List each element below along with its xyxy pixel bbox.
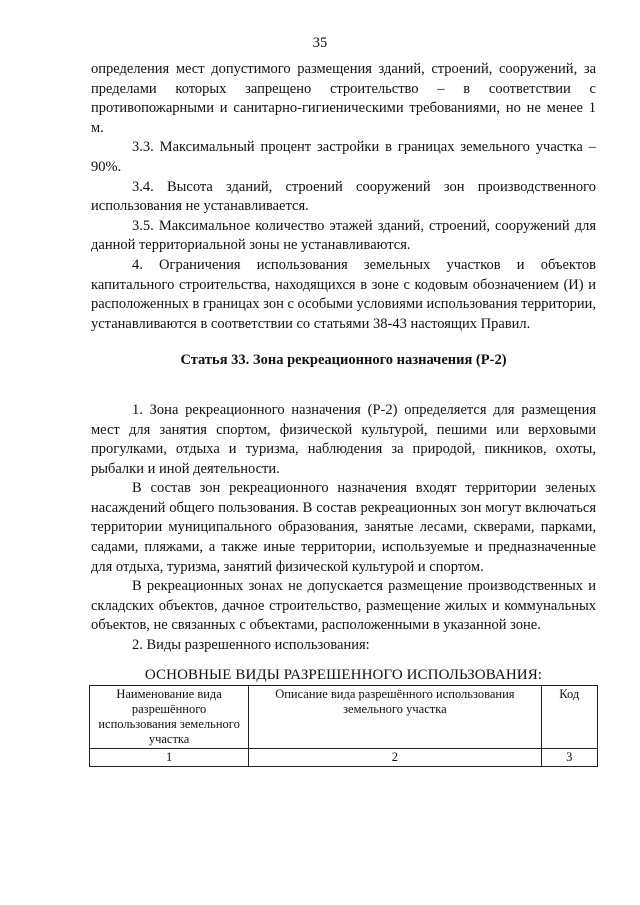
- paragraph: 2. Виды разрешенного использования:: [132, 637, 370, 654]
- column-number-1: 1: [90, 749, 249, 767]
- table-caption: ОСНОВНЫЕ ВИДЫ РАЗРЕШЕННОГО ИСПОЛЬЗОВАНИЯ:: [144, 666, 543, 683]
- document-body: [91, 60, 596, 767]
- article-heading: Статья 33. Зона рекреационного назначения (Р-2): [180, 352, 507, 369]
- column-number-3: 3: [541, 749, 597, 767]
- permitted-use-table: [89, 685, 598, 767]
- table-header-name: Наименование вида разрешённого использования земельного участка: [90, 686, 249, 749]
- column-number-2: 2: [249, 749, 541, 767]
- paragraph: 1. Зона рекреационного назначения (Р-2) определяется для размещения мест для занятия спортом, физической культурой, пешими или верховыми прогулками, отдыха и туризма, наблюдения за природой, пикников, охоты, рыбалки и иной деятельности.: [91, 401, 596, 477]
- paragraph: В состав зон рекреационного назначения входят территории зеленых насаждений общего пользования. В состав рекреационных зон могут включаться территории муниципального образования, занятые лесами, скверами, парками, садами, пляжами, а также иные территории, используемые и предназначенные для отдыха, туризма, занятий физической культурой и спортом.: [91, 480, 596, 575]
- table-header-description: Описание вида разрешённого использования земельного участка: [249, 686, 541, 749]
- paragraph: определения мест допустимого размещения зданий, строений, сооружений, за пределами которых запрещено строительство – в соответствии с противопожарными и санитарно-гигиеническими требованиями, но не менее 1 м.: [91, 61, 596, 136]
- paragraph: 3.4. Высота зданий, строений сооружений зон производственного использования не устанавливается.: [91, 178, 596, 215]
- table-header-code: Код: [541, 686, 597, 749]
- page-number: 35: [312, 35, 328, 51]
- paragraph: 4. Ограничения использования земельных участков и объектов капитального строительства, находящихся в зоне с кодовым обозначением (И) и расположенных в границах зон с особыми условиями использования территории, устанавливаются в соответствии со статьями 38-43 настоящих Правил.: [91, 256, 596, 332]
- paragraph: 3.3. Максимальный процент застройки в границах земельного участка – 90%.: [91, 139, 596, 175]
- paragraph: В рекреационных зонах не допускается размещение производственных и складских объектов, дачное строительство, размещение жилых и коммунальных объектов, не связанных с объектами, расположенными в указанной зоне.: [91, 578, 596, 634]
- table-row: [90, 749, 598, 767]
- table-header-row: [90, 686, 598, 749]
- paragraph: 3.5. Максимальное количество этажей зданий, строений, сооружений для данной территориальной зоны не устанавливаются.: [91, 217, 596, 254]
